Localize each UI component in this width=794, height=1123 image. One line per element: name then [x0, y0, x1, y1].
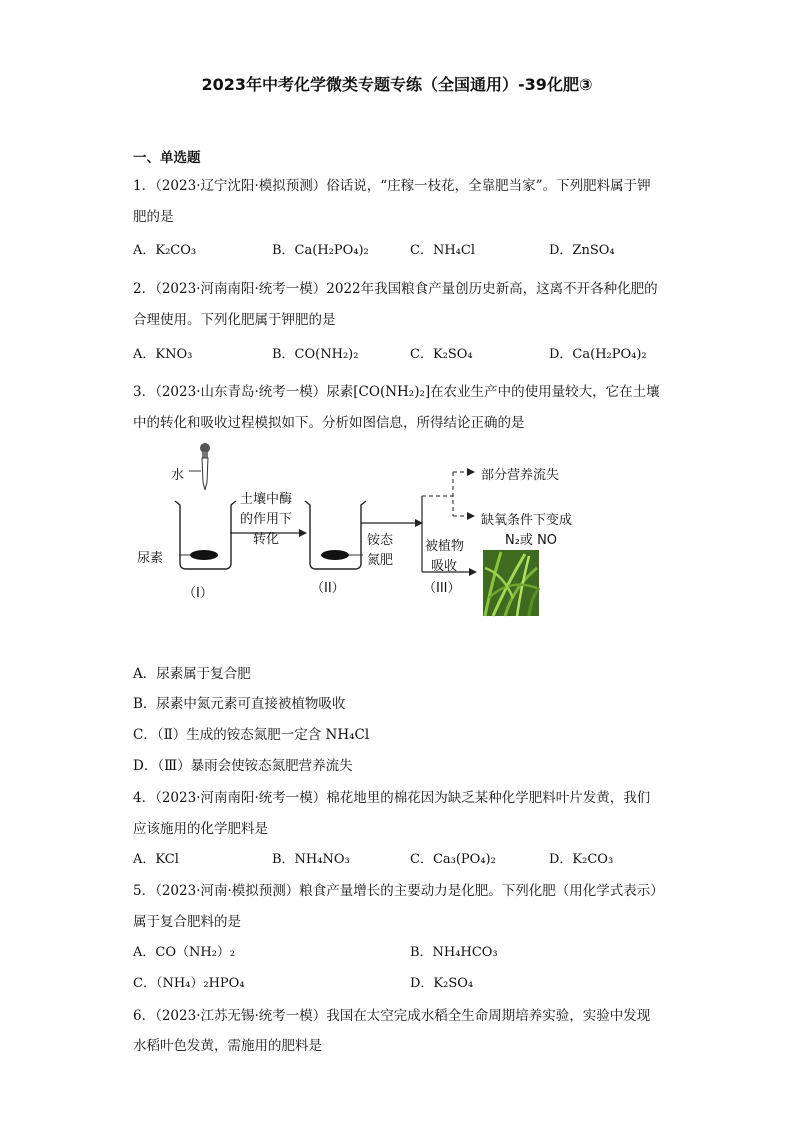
label-enzyme-line-1: 土壤中酶	[239, 492, 292, 507]
question-2-stem-line-1: 2．（2023·河南南阳·统考一模）2022年我国粮食产量创历史新高，这离不开各种化肥的	[133, 281, 658, 297]
urea-conversion-diagram	[133, 438, 603, 623]
question-3-option-c: C．（Ⅱ）生成的铵态氮肥一定含 NH₄Cl	[133, 727, 370, 743]
question-1-option-d: D．ZnSO₄	[549, 243, 615, 258]
question-1-option-a: A．K₂CO₃	[133, 243, 197, 258]
question-5-stem-line-2: 属于复合肥料的是	[133, 914, 241, 930]
question-1-option-b: B．Ca(H₂PO₄)₂	[272, 243, 369, 258]
question-5-option-b: B．NH₄HCO₃	[410, 945, 498, 960]
question-6-stem-line-1: 6．（2023·江苏无锡·统考一模）我国在太空完成水稻全生命周期培养实验，实验中发现	[133, 1008, 651, 1024]
label-ammonium-line-2: 氮肥	[367, 553, 394, 568]
question-1-option-c: C．NH₄Cl	[410, 243, 475, 258]
label-nutrient-loss: 部分营养流失	[481, 468, 560, 483]
question-3-stem-line-2: 中的转化和吸收过程模拟如下。分析如图信息，所得结论正确的是	[133, 415, 525, 431]
question-2-stem-line-2: 合理使用。下列化肥属于钾肥的是	[133, 312, 336, 328]
section-heading: 一、单选题	[133, 150, 201, 166]
beaker-1-icon	[175, 501, 236, 569]
label-stage-1: （I）	[183, 586, 213, 601]
question-2-option-b: B．CO(NH₂)₂	[272, 347, 359, 362]
label-anoxic-line-2: N₂或 NO	[505, 533, 558, 548]
label-anoxic-line-1: 缺氧条件下变成	[481, 513, 573, 528]
question-5-option-d: D．K₂SO₄	[410, 976, 474, 991]
dropper-icon	[200, 443, 210, 490]
label-absorb-line-1: 被植物	[425, 539, 465, 554]
question-4-option-c: C．Ca₃(PO₄)₂	[410, 852, 496, 867]
question-2-option-c: C．K₂SO₄	[410, 347, 473, 362]
question-3-option-d: D．（Ⅲ）暴雨会使铵态氮肥营养流失	[133, 758, 353, 774]
label-absorb-line-2: 吸收	[431, 559, 458, 574]
question-5-stem-line-1: 5．（2023·河南·模拟预测）粮食产量增长的主要动力是化肥。下列化肥（用化学式表示）	[133, 883, 664, 899]
page-title: 2023年中考化学微类专题专练（全国通用）-39化肥③	[201, 75, 593, 94]
question-2-option-d: D．Ca(H₂PO₄)₂	[549, 347, 647, 362]
label-enzyme-line-2: 的作用下	[239, 512, 292, 527]
label-enzyme-line-3: 转化	[252, 532, 279, 547]
question-3-stem-line-1: 3．（2023·山东青岛·统考一模）尿素[CO(NH₂)₂]在农业生产中的使用量较大，它在土壤	[133, 384, 660, 400]
question-4-option-d: D．K₂CO₃	[549, 852, 614, 867]
question-1-stem-line-1: 1．（2023·辽宁沈阳·模拟预测）俗话说，“庄稼一枝花，全靠肥当家”。下列肥料属于钾	[133, 178, 651, 194]
label-water: 水	[171, 468, 185, 483]
rice-plant-image	[483, 550, 539, 616]
label-urea: 尿素	[137, 551, 164, 566]
label-stage-3: （III）	[423, 581, 461, 596]
question-5-option-a: A．CO（NH₂）₂	[133, 945, 236, 960]
question-4-option-a: A．KCl	[133, 852, 179, 867]
label-stage-2: （II）	[311, 581, 345, 596]
question-4-stem-line-1: 4．（2023·河南南阳·统考一模）棉花地里的棉花因为缺乏某种化学肥料叶片发黄，我们	[133, 790, 651, 806]
question-2-option-a: A．KNO₃	[133, 347, 193, 362]
question-3-option-a: A．尿素属于复合肥	[133, 666, 251, 682]
question-3-option-b: B．尿素中氮元素可直接被植物吸收	[133, 696, 346, 712]
beaker-2-icon	[305, 501, 366, 569]
label-ammonium-line-1: 铵态	[367, 533, 394, 548]
question-4-stem-line-2: 应该施用的化学肥料是	[133, 821, 268, 837]
question-4-option-b: B．NH₄NO₃	[272, 852, 350, 867]
question-6-stem-line-2: 水稻叶色发黄，需施用的肥料是	[133, 1038, 322, 1054]
question-5-option-c: C．（NH₄）₂HPO₄	[133, 976, 245, 991]
question-1-stem-line-2: 肥的是	[133, 209, 174, 225]
